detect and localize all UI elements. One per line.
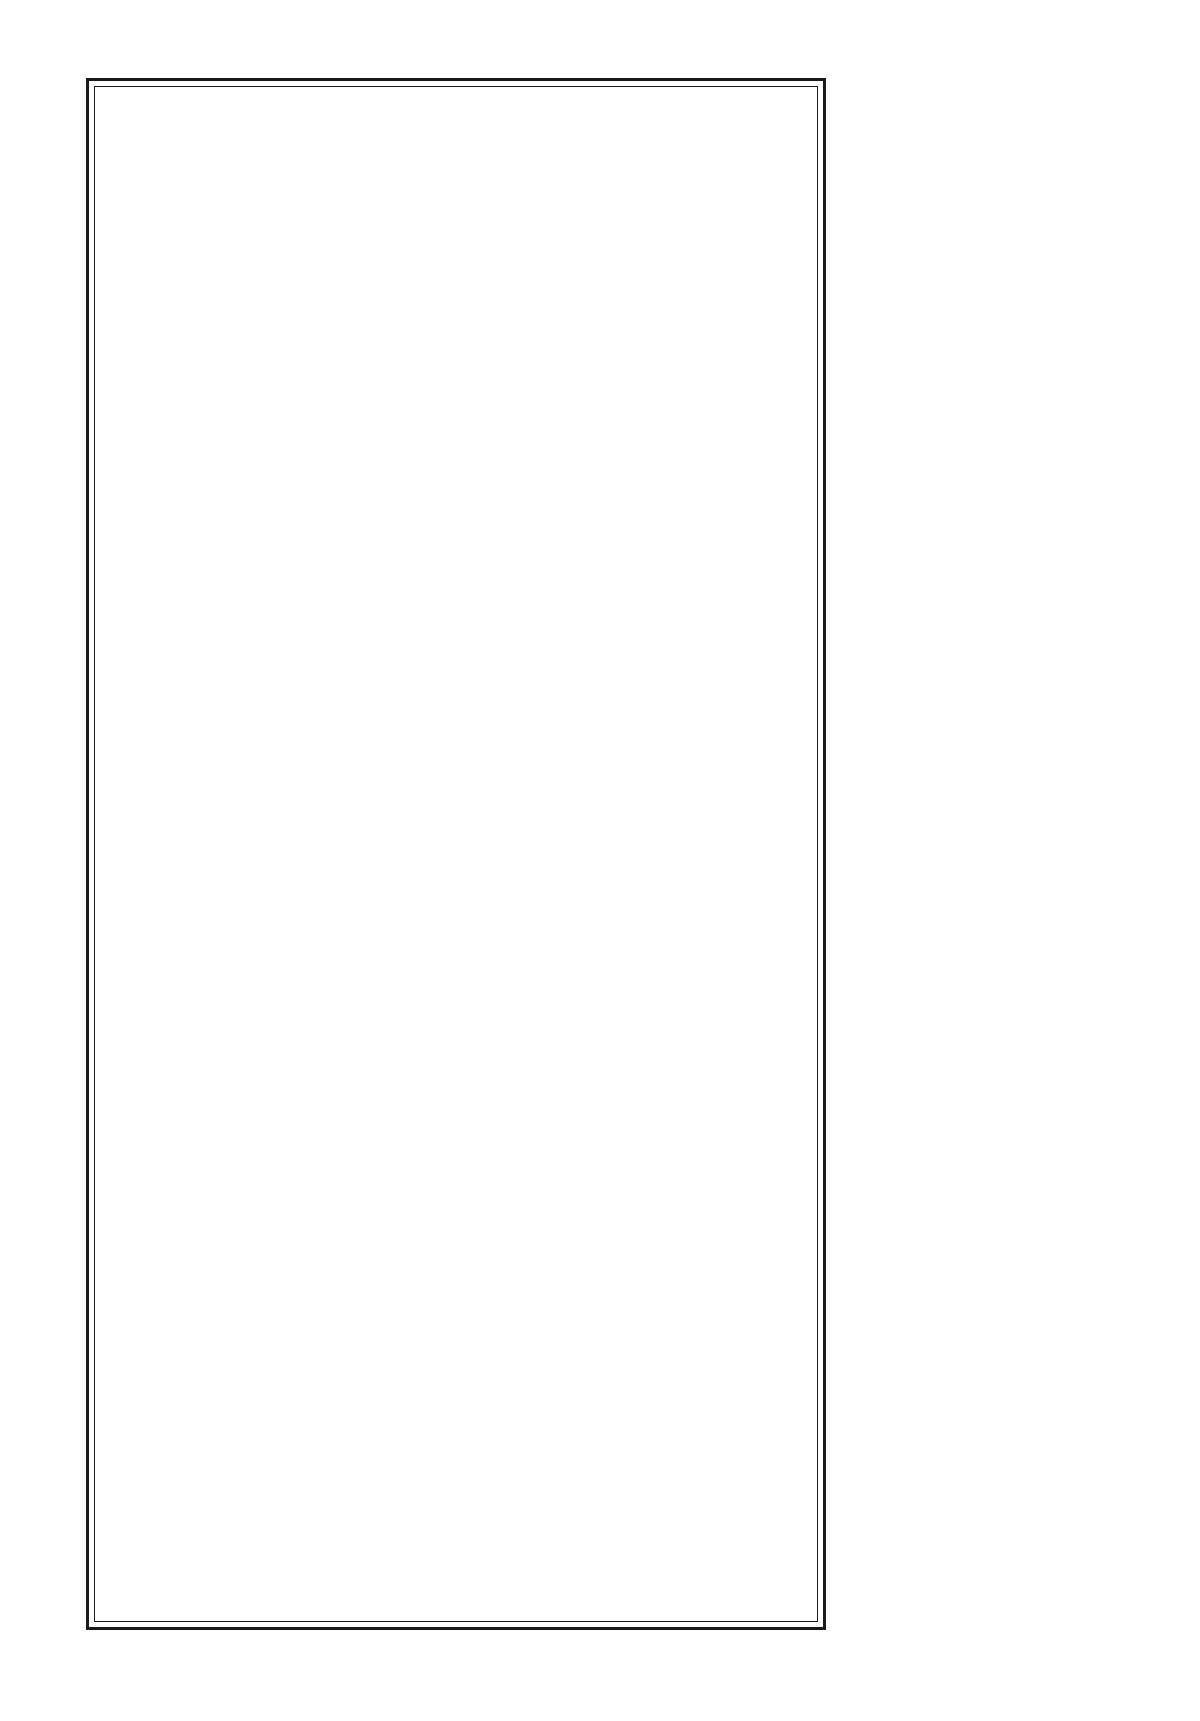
main-text-block: [104, 96, 808, 1612]
